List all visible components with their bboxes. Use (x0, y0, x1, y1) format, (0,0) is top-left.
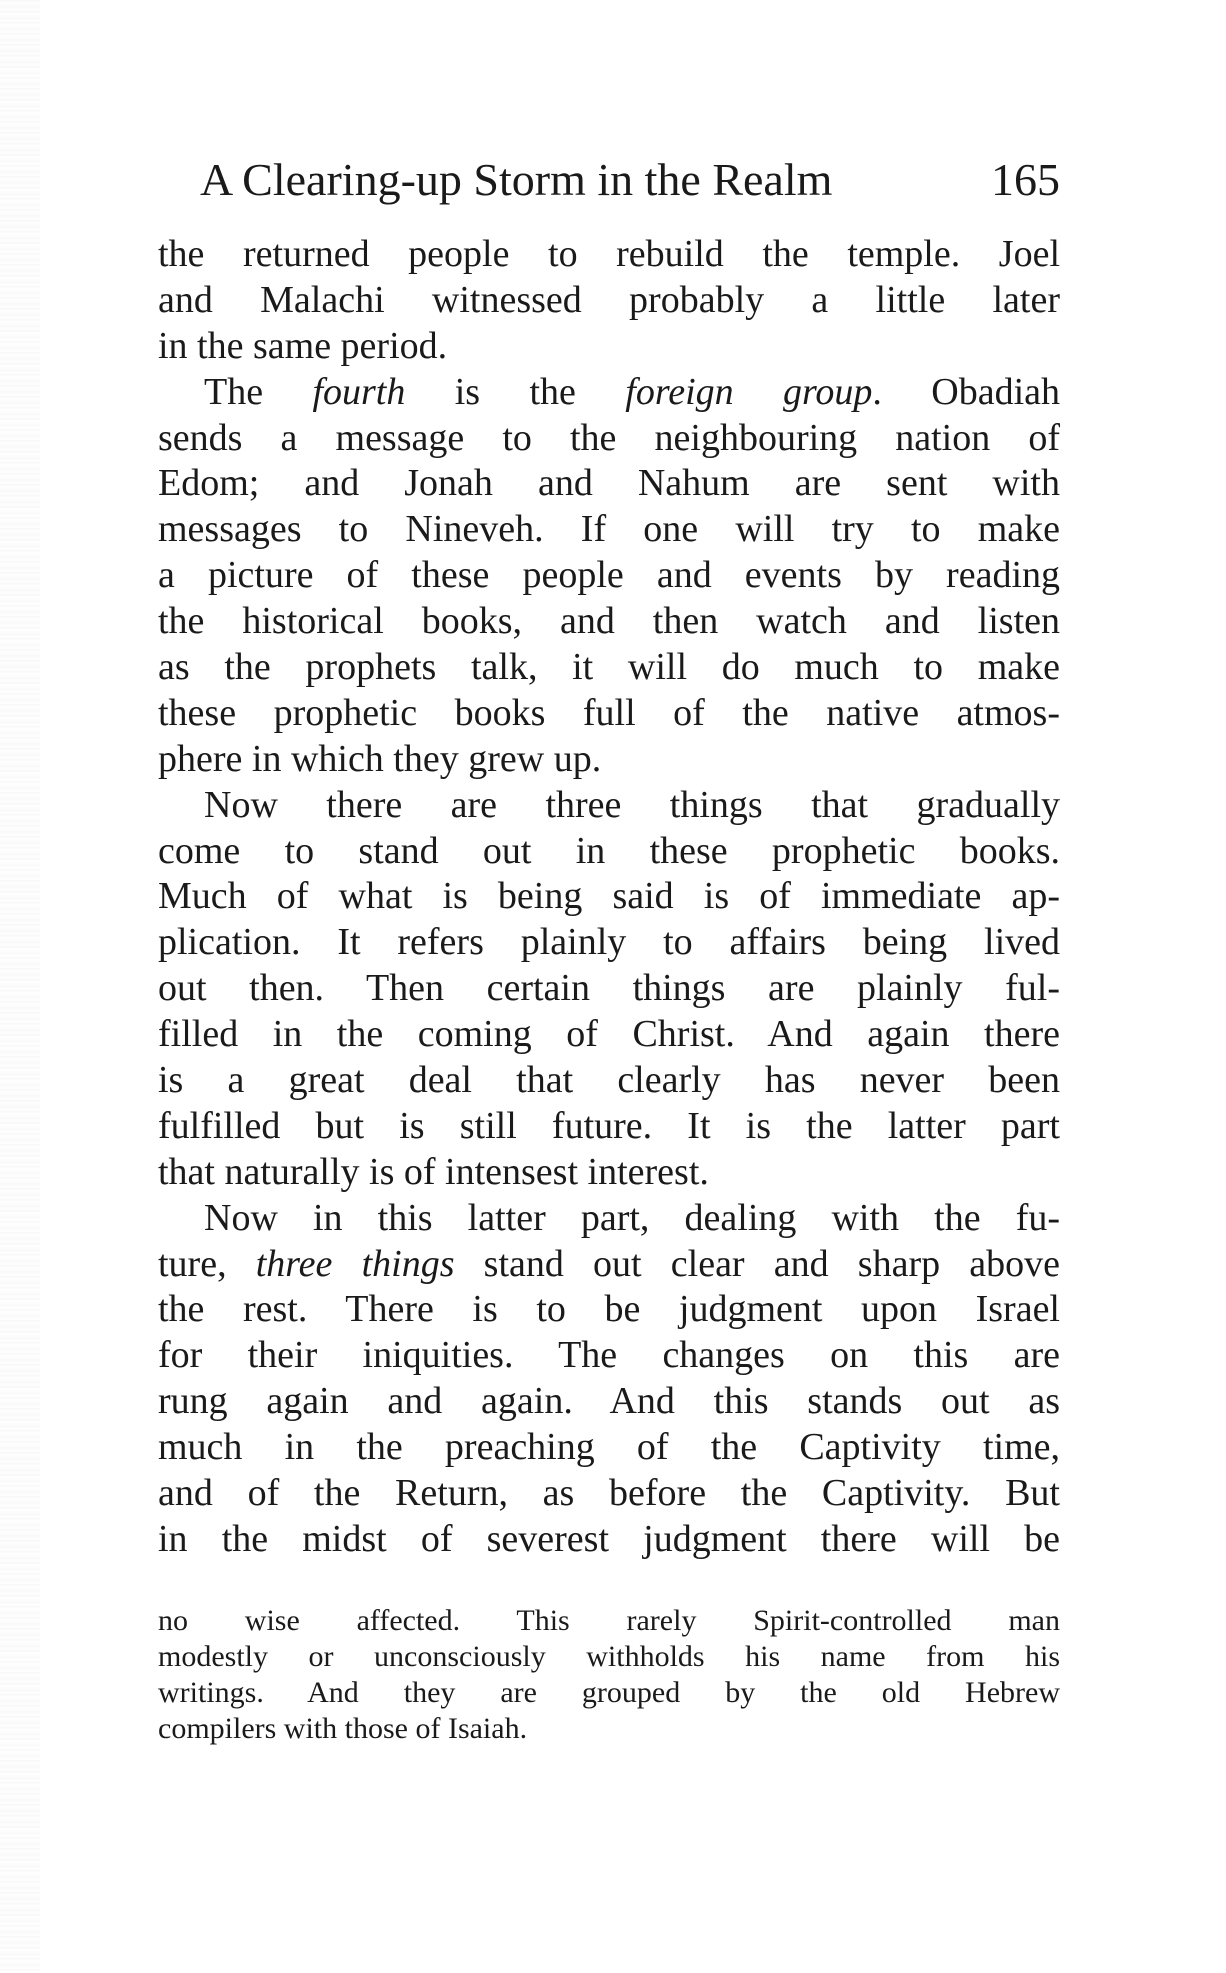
text-line: the returned people to rebuild the temple. Joel (158, 233, 1060, 275)
text-line: the historical books, and then watch and listen (158, 600, 1060, 643)
footnote-line: modestly or unconsciously withholds his name from his (158, 1640, 1060, 1673)
text-line: the rest. There is to be judgment upon Israel (158, 1288, 1060, 1331)
footnote-line: writings. And they are grouped by the old Hebrew (158, 1676, 1060, 1709)
text-line: these prophetic books full of the native atmos- (158, 691, 1060, 734)
page-header (200, 150, 1060, 210)
text-line: and of the Return, as before the Captivity. But (158, 1472, 1060, 1515)
text-line: much in the preaching of the Captivity time, (158, 1426, 1060, 1469)
text-line: filled in the coming of Christ. And again there (158, 1013, 1060, 1056)
text-line: that naturally is of intensest interest. (158, 1150, 709, 1193)
text-line: fulfilled but is still future. It is the latter part (158, 1104, 1060, 1147)
footnote (158, 1603, 1060, 1747)
text-line: rung again and again. And this stands out as (158, 1380, 1060, 1423)
text-line: ture, three things stand out clear and sharp above (158, 1242, 1060, 1285)
text-line: is a great deal that clearly has never been (158, 1059, 1060, 1102)
text-line: a picture of these people and events by reading (158, 554, 1060, 597)
page-edge (0, 0, 40, 1973)
text-line: Now there are three things that gradually (204, 783, 1060, 826)
text-line: in the same period. (158, 324, 448, 367)
footnote-line: no wise affected. This rarely Spirit-controlled man (158, 1604, 1060, 1637)
page-number: 165 (991, 154, 1060, 205)
text-line: come to stand out in these prophetic books. (158, 829, 1060, 872)
text-line: for their iniquities. The changes on this are (158, 1334, 1060, 1377)
text-line: sends a message to the neighbouring nation of (158, 416, 1060, 459)
text-line: out then. Then certain things are plainly ful- (158, 967, 1060, 1010)
text-line: as the prophets talk, it will do much to make (158, 646, 1060, 689)
text-line: plication. It refers plainly to affairs being lived (158, 921, 1060, 964)
text-line: and Malachi witnessed probably a little later (158, 278, 1060, 321)
running-title: A Clearing-up Storm in the Realm (200, 154, 833, 205)
text-line: Much of what is being said is of immediate ap- (158, 875, 1060, 918)
text-line: messages to Nineveh. If one will try to make (158, 508, 1060, 551)
text-line: Now in this latter part, dealing with the fu- (204, 1196, 1060, 1239)
text-line: phere in which they grew up. (158, 737, 602, 780)
text-line: The fourth is the foreign group. Obadiah (204, 370, 1060, 413)
text-line: Edom; and Jonah and Nahum are sent with (158, 462, 1060, 505)
body-text (158, 232, 1060, 1563)
footnote-line: compilers with those of Isaiah. (158, 1712, 528, 1745)
text-line: in the midst of severest judgment there will be (158, 1517, 1060, 1560)
